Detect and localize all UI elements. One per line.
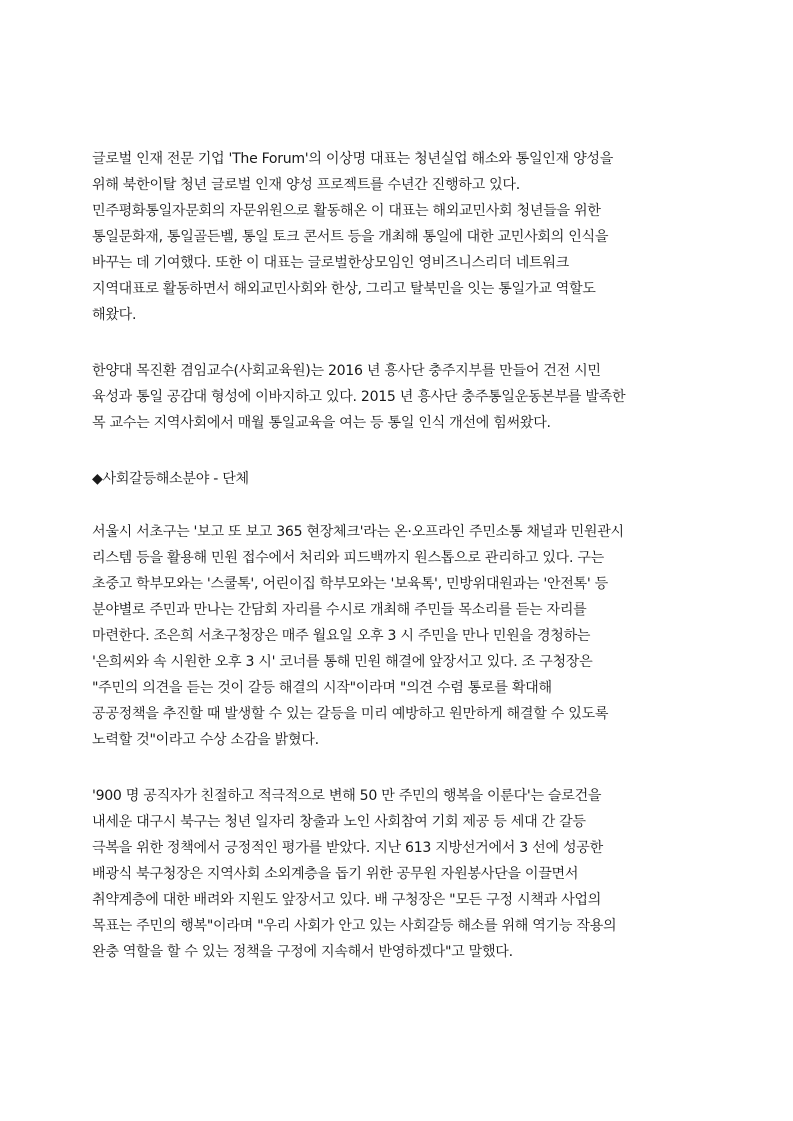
paragraph-line: 공공정책을 추진할 때 발생할 수 있는 갈등을 미리 예방하고 원만하게 해결할 수 있도록 [92,706,609,722]
paragraph-line: 분야별로 주민과 만나는 간담회 자리를 수시로 개최해 주민들 목소리를 듣는 자리를 [92,602,587,618]
paragraph-line: 바꾸는 데 기여했다. 또한 이 대표는 글로벌한상모임인 영비즈니스리더 네트워크 [92,255,569,271]
paragraph-line: 육성과 통일 공감대 형성에 이바지하고 있다. 2015 년 흥사단 충주통일운동본부를 발족한 [92,389,626,405]
paragraph-line: 해왔다. [92,307,137,323]
section-heading-text: ◆사회갈등해소분야 - 단체 [92,471,249,487]
paragraph-line: 배광식 북구청장은 지역사회 소외계층을 돕기 위한 공무원 자원봉사단을 이끌면서 [92,866,579,882]
paragraph-line: 극복을 위한 정책에서 긍정적인 평가를 받았다. 지난 613 지방선거에서 3 선에 성공한 [92,840,603,856]
paragraph-line: 서울시 서초구는 '보고 또 보고 365 현장체크'라는 온·오프라인 주민소통 채널과 민원관시 [92,524,624,540]
paragraph-line: 글로벌 인재 전문 기업 'The Forum'의 이상명 대표는 청년실업 해소와 통일인재 양성을 [92,151,614,167]
paragraph-line: 통일문화재, 통일골든벨, 통일 토크 콘서트 등을 개최해 통일에 대한 교민사회의 인식을 [92,229,609,245]
document-body [92,146,702,995]
paragraph [92,783,702,965]
paragraph-line: 민주평화통일자문회의 자문위원으로 활동해온 이 대표는 해외교민사회 청년들을 위한 [92,203,601,219]
section-heading [92,466,702,492]
paragraph-line: 지역대표로 활동하면서 해외교민사회와 한상, 그리고 탈북민을 잇는 통일가교 역할도 [92,281,596,297]
paragraph-line: 마련한다. 조은희 서초구청장은 매주 월요일 오후 3 시 주민을 만나 민원을 경청하는 [92,628,591,644]
paragraph [92,358,702,436]
paragraph-line: 노력할 것"이라고 수상 소감을 밝혔다. [92,732,319,748]
paragraph-line: 한양대 목진환 겸임교수(사회교육원)는 2016 년 흥사단 충주지부를 만들어 건전 시민 [92,363,601,379]
paragraph-line: '은희씨와 속 시원한 오후 3 시' 코너를 통해 민원 해결에 앞장서고 있다. 조 구청장은 [92,654,593,670]
paragraph-line: 내세운 대구시 북구는 청년 일자리 창출과 노인 사회참여 기회 제공 등 세대 간 갈등 [92,814,586,830]
paragraph-line: 초중고 학부모와는 '스쿨톡', 어린이집 학부모와는 '보육톡', 민방위대원과는 '안전톡' 등 [92,576,608,592]
paragraph-line: 리스템 등을 활용해 민원 접수에서 처리와 피드백까지 원스톱으로 관리하고 있다. 구는 [92,550,604,566]
paragraph [92,519,702,753]
paragraph-line: 취약계층에 대한 배려와 지원도 앞장서고 있다. 배 구청장은 "모든 구정 시책과 사업의 [92,892,602,908]
paragraph-line: "주민의 의견을 듣는 것이 갈등 해결의 시작"이라며 "의견 수렴 통로를 확대해 [92,680,552,696]
paragraph-line: 목표는 주민의 행복"이라며 "우리 사회가 안고 있는 사회갈등 해소를 위해 역기능 작용의 [92,918,617,934]
paragraph-line: 목 교수는 지역사회에서 매월 통일교육을 여는 등 통일 인식 개선에 힘써왔다. [92,415,551,431]
paragraph-line: 위해 북한이탈 청년 글로벌 인재 양성 프로젝트를 수년간 진행하고 있다. [92,177,520,193]
paragraph [92,146,702,328]
paragraph-line: '900 명 공직자가 친절하고 적극적으로 변해 50 만 주민의 행복을 이룬다'는 슬로건을 [92,788,602,804]
paragraph-line: 완충 역할을 할 수 있는 정책을 구정에 지속해서 반영하겠다"고 말했다. [92,944,513,960]
